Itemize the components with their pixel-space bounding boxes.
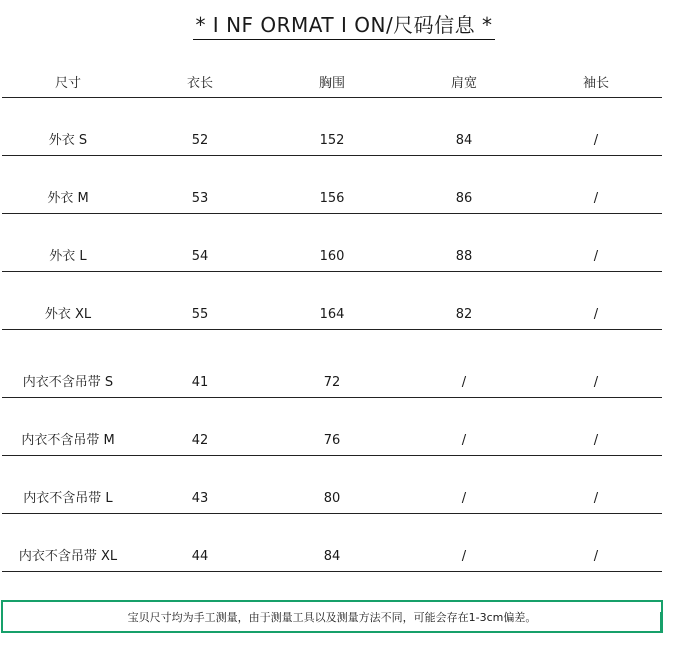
cell-size: 外衣 XL (44, 307, 92, 322)
column-header-bust: 胸围 (318, 76, 345, 91)
column-header-size: 尺寸 (54, 76, 81, 91)
cell-sleeve: / (593, 133, 599, 148)
cell-bust: 72 (323, 375, 341, 390)
measurement-note-box (1, 600, 663, 633)
cell-length: 41 (191, 375, 209, 390)
cell-sleeve: / (593, 191, 599, 206)
cell-shoulder: / (461, 375, 467, 390)
cell-bust: 84 (323, 549, 341, 564)
column-header-shoulder: 肩宽 (450, 76, 477, 91)
cell-size: 外衣 M (47, 191, 89, 206)
cell-size: 外衣 L (49, 249, 87, 264)
cell-bust: 152 (319, 133, 345, 148)
cell-bust: 160 (319, 249, 345, 264)
cell-shoulder: 84 (455, 133, 473, 148)
table-row (2, 330, 662, 398)
size-table (2, 68, 662, 572)
cell-shoulder: / (461, 433, 467, 448)
cell-sleeve: / (593, 375, 599, 390)
cell-size: 内衣不含吊带 L (23, 491, 113, 506)
cell-shoulder: 86 (455, 191, 473, 206)
table-row (2, 514, 662, 572)
cell-size: 内衣不含吊带 M (21, 433, 115, 448)
cell-shoulder: 82 (455, 307, 473, 322)
cell-size: 内衣不含吊带 XL (18, 549, 118, 564)
column-header-sleeve: 袖长 (582, 76, 609, 91)
cell-length: 43 (191, 491, 209, 506)
note-box-accent (660, 612, 663, 631)
cell-sleeve: / (593, 433, 599, 448)
cell-length: 52 (191, 133, 209, 148)
page-title-wrap (0, 12, 688, 42)
column-header-length: 衣长 (186, 76, 213, 91)
cell-sleeve: / (593, 549, 599, 564)
cell-shoulder: / (461, 491, 467, 506)
table-row (2, 398, 662, 456)
cell-length: 42 (191, 433, 209, 448)
cell-bust: 164 (319, 307, 345, 322)
table-row (2, 272, 662, 330)
cell-sleeve: / (593, 307, 599, 322)
cell-shoulder: 88 (455, 249, 473, 264)
page-title: * I NF ORMAT I ON/尺码信息 * (193, 12, 494, 40)
cell-sleeve: / (593, 491, 599, 506)
table-row (2, 156, 662, 214)
cell-length: 44 (191, 549, 209, 564)
cell-bust: 76 (323, 433, 341, 448)
measurement-note: 宝贝尺寸均为手工测量，由于测量工具以及测量方法不同，可能会存在1-3cm偏差。 (127, 610, 537, 624)
cell-length: 53 (191, 191, 209, 206)
cell-length: 55 (191, 307, 209, 322)
table-row (2, 98, 662, 156)
cell-size: 外衣 S (48, 133, 88, 148)
cell-shoulder: / (461, 549, 467, 564)
cell-size: 内衣不含吊带 S (22, 375, 114, 390)
table-row (2, 214, 662, 272)
cell-bust: 80 (323, 491, 341, 506)
cell-bust: 156 (319, 191, 345, 206)
table-header-row (2, 68, 662, 98)
cell-sleeve: / (593, 249, 599, 264)
table-row (2, 456, 662, 514)
cell-length: 54 (191, 249, 209, 264)
